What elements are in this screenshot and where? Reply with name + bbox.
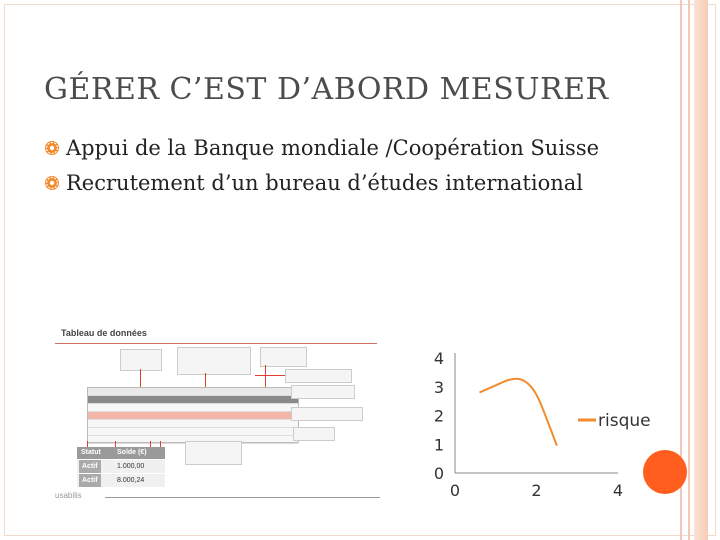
annotation-box (293, 427, 335, 441)
table-title: Tableau de données (61, 328, 147, 338)
x-tick-label: 4 (612, 481, 624, 500)
annotation-box (185, 441, 242, 465)
annotation-box (120, 349, 162, 371)
annotation-line (255, 375, 285, 376)
bullet-item (44, 165, 599, 200)
brand-label: usabilis (55, 491, 82, 500)
table-row (77, 474, 165, 488)
x-tick-label: 2 (531, 481, 542, 500)
y-tick-label: 1 (433, 435, 445, 455)
y-tick-label: 4 (433, 349, 445, 368)
decorative-band (694, 0, 708, 540)
x-tick-label: 0 (449, 481, 461, 500)
data-grid-thumbnail (87, 387, 299, 443)
annotation-line (140, 369, 141, 387)
row-value: 1.000,00 (117, 463, 145, 470)
slide-title: GÉRER C’EST D’ABORD MESURER (44, 72, 609, 107)
divider (105, 497, 380, 498)
table-screenshot (55, 325, 380, 500)
decorative-circle (643, 450, 687, 494)
annotation-line (265, 365, 266, 387)
mini-table-header (77, 447, 165, 459)
decorative-line (688, 0, 690, 540)
y-tick-label: 3 (433, 377, 445, 397)
header-cell: Solde (€) (117, 449, 147, 456)
row-label: Actif (79, 474, 101, 487)
legend-label: risque (598, 411, 651, 431)
row-label: Actif (79, 460, 101, 473)
mini-table (77, 447, 165, 489)
gear-icon (44, 175, 60, 191)
table-row (77, 460, 165, 474)
gear-icon (44, 140, 60, 156)
bullet-list (44, 130, 599, 200)
header-cell: Statut (81, 449, 101, 456)
divider (55, 343, 377, 344)
y-tick-label: 0 (433, 464, 445, 483)
annotation-box (291, 407, 363, 421)
bullet-item (44, 130, 599, 165)
annotation-box (260, 347, 307, 367)
annotation-line (205, 373, 206, 387)
bullet-text: Recrutement d’un bureau d’études international (66, 170, 583, 195)
annotation-box (285, 369, 352, 383)
annotation-box (177, 347, 251, 375)
row-value: 8.000,24 (117, 477, 145, 484)
line-chart (410, 345, 655, 505)
bullet-text: Appui de la Banque mondiale /Coopération Suisse (66, 135, 600, 160)
y-tick-label: 2 (433, 406, 445, 426)
annotation-box (291, 385, 355, 399)
series-line-risque (479, 379, 556, 446)
